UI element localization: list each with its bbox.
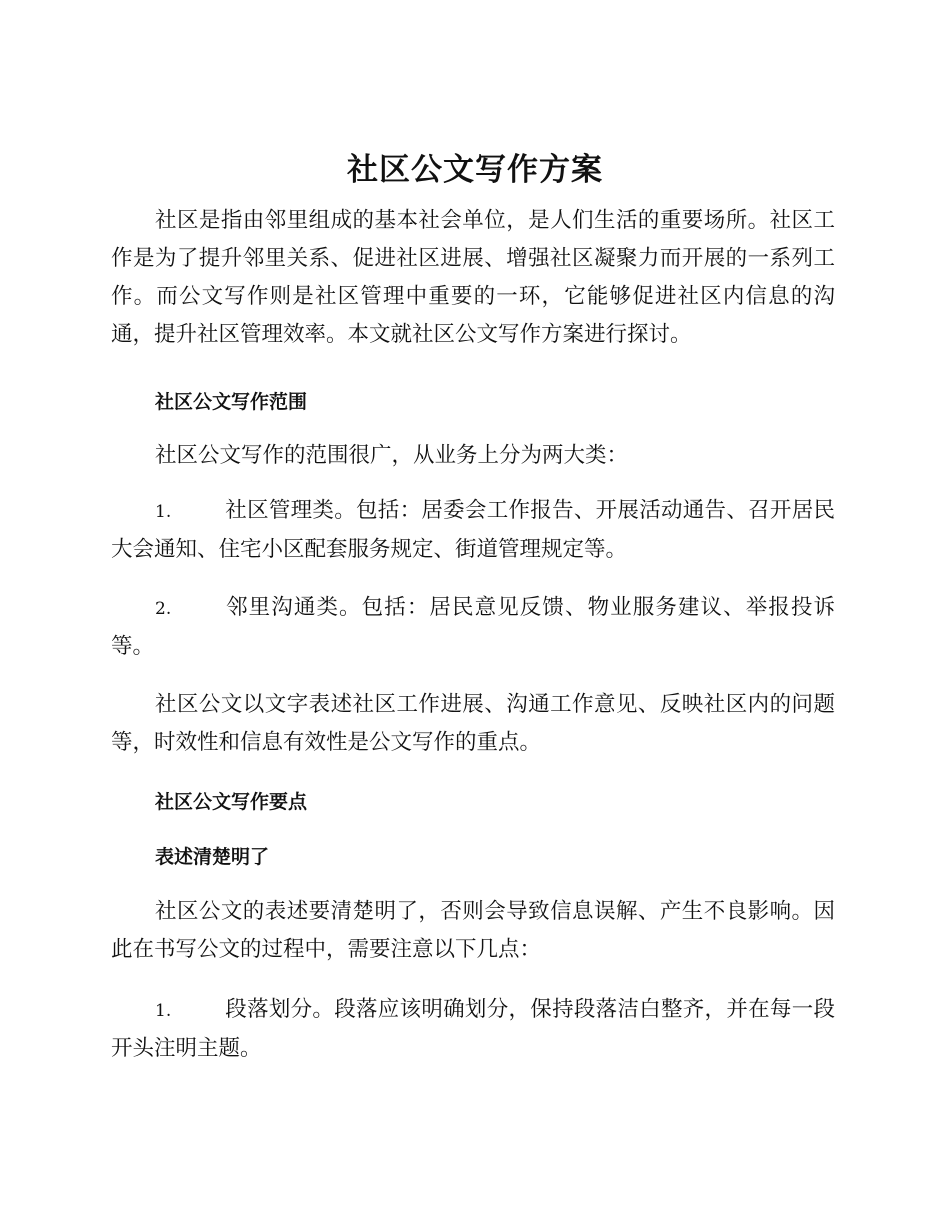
list-item-text: 段落划分。段落应该明确划分，保持段落洁白整齐，并在每一段开头注明主题。 bbox=[111, 997, 835, 1061]
intro-paragraph: 社区是指由邻里组成的基本社会单位，是人们生活的重要场所。社区工作是为了提升邻里关系、促进社区进展、增强社区凝聚力而开展的一系列工作。而公文写作则是社区管理中重要的一环，它能够促进社区内信息的沟通，提升社区管理效率。本文就社区公文写作方案进行探讨。 bbox=[111, 208, 835, 347]
subheading-clarity: 表述清楚明了 bbox=[155, 846, 270, 868]
section-heading-scope: 社区公文写作范围 bbox=[155, 391, 308, 413]
section-heading-key-points: 社区公文写作要点 bbox=[155, 791, 308, 813]
scope-lead-paragraph: 社区公文写作的范围很广，从业务上分为两大类： bbox=[155, 443, 629, 468]
list-item-text: 社区管理类。包括：居委会工作报告、开展活动通告、召开居民大会通知、住宅小区配套服务规定、街道管理规定等。 bbox=[111, 498, 835, 562]
clarity-lead-paragraph: 社区公文的表述要清楚明了，否则会导致信息误解、产生不良影响。因此在书写公文的过程中，需要注意以下几点： bbox=[111, 899, 835, 962]
list-item bbox=[111, 492, 835, 569]
scope-summary-paragraph: 社区公文以文字表述社区工作进展、沟通工作意见、反映社区内的问题等，时效性和信息有效性是公文写作的重点。 bbox=[111, 692, 835, 755]
list-item bbox=[111, 991, 835, 1068]
document-title: 社区公文写作方案 bbox=[347, 152, 603, 188]
list-item bbox=[111, 589, 835, 666]
list-item-number: 1. bbox=[155, 502, 172, 522]
list-item-number: 1. bbox=[155, 1001, 172, 1021]
list-item-text: 邻里沟通类。包括：居民意见反馈、物业服务建议、举报投诉等。 bbox=[111, 595, 835, 659]
list-item-number: 2. bbox=[155, 599, 172, 619]
